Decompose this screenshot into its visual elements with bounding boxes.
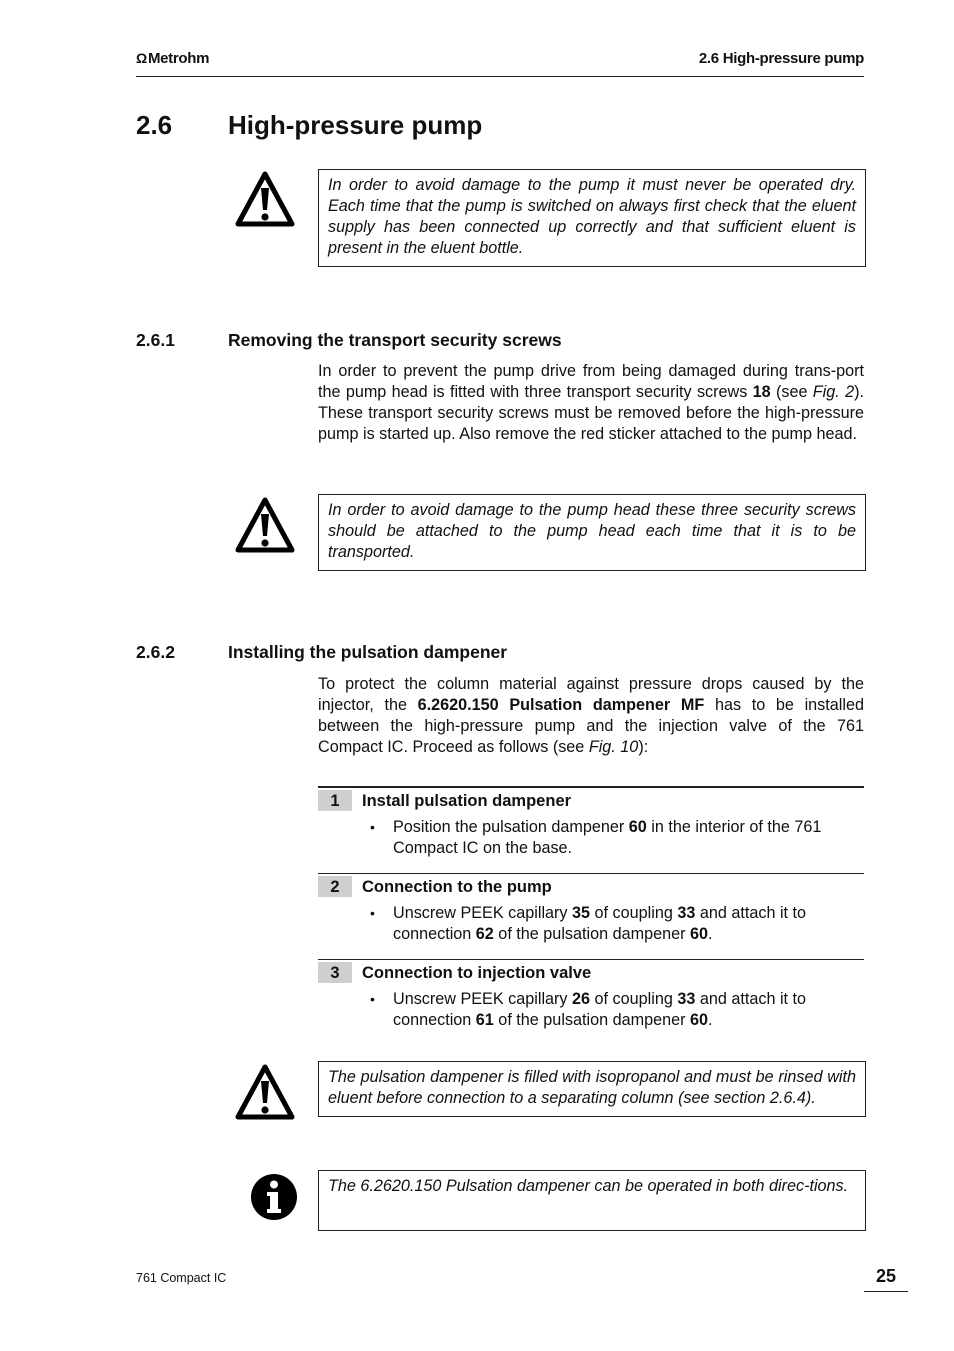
figure-reference: Fig. 2 xyxy=(812,383,855,401)
step-instruction: Unscrew PEEK capillary 35 of coupling 33 and attach it to connection 62 of the pulsation dampener 60. xyxy=(393,904,807,943)
section-number: 2.6 xyxy=(136,110,173,140)
step-divider xyxy=(318,959,864,960)
step-title: Install pulsation dampener xyxy=(362,792,572,810)
step-number: 3 xyxy=(318,962,352,983)
running-header: 2.6 High-pressure pump xyxy=(698,50,864,67)
ref-number: 18 xyxy=(752,383,771,401)
metrohm-logo xyxy=(136,50,209,67)
step-instruction: Unscrew PEEK capillary 26 of coupling 33 and attach it to connection 61 of the pulsation dampener 60. xyxy=(393,990,807,1029)
bullet: • xyxy=(370,905,375,921)
step-title: Connection to the pump xyxy=(362,878,552,896)
step-divider xyxy=(318,873,864,874)
logo-text: Metrohm xyxy=(147,50,210,67)
metrohm-omega-icon: Ω xyxy=(136,50,147,66)
paragraph-transport-screws: In order to prevent the pump drive from being damaged during trans-port the pump head is fitted with three transport security screws 18 (see Fig. 2). These transport security screws must be removed before the high-pressure pump is started up. Also remove the red sticker attached to the pump head. xyxy=(318,362,864,443)
warning-icon xyxy=(234,170,296,228)
warning-note-isopropanol: The pulsation dampener is filled with isopropanol and must be rinsed with eluent before connection to a separating column (see section 2.6.4). xyxy=(318,1061,866,1117)
info-icon xyxy=(250,1173,298,1221)
figure-reference: Fig. 10 xyxy=(588,738,639,756)
step-instruction: Position the pulsation dampener 60 in the interior of the 761 Compact IC on the base. xyxy=(393,818,822,857)
page-number-underline xyxy=(864,1291,908,1292)
step-number: 2 xyxy=(318,876,352,897)
warning-icon xyxy=(234,496,296,554)
header-divider xyxy=(136,76,864,77)
paragraph-pulsation-dampener: To protect the column material against pressure drops caused by the injector, the 6.2620.150 Pulsation dampener MF has to be installed between the high-pressure pump and the injection valve of the 761 Compact IC. Proceed as follows (see Fig. 10): xyxy=(318,675,864,756)
page-number: 25 xyxy=(875,1266,897,1286)
warning-icon xyxy=(234,1063,296,1121)
subsection-title: Removing the transport security screws xyxy=(228,330,562,350)
footer-product: 761 Compact IC xyxy=(136,1271,227,1285)
part-number: 6.2620.150 Pulsation dampener MF xyxy=(417,696,705,714)
warning-note-security-screws: In order to avoid damage to the pump head these three security screws should be attached to the pump head each time that it is to be transported. xyxy=(318,494,866,571)
step-number: 1 xyxy=(318,790,352,811)
subsection-number: 2.6.2 xyxy=(136,642,175,662)
subsection-number: 2.6.1 xyxy=(136,330,175,350)
info-note-directions: The 6.2620.150 Pulsation dampener can be operated in both direc-tions. xyxy=(318,1170,866,1231)
subsection-title: Installing the pulsation dampener xyxy=(228,642,508,662)
section-title: High-pressure pump xyxy=(228,110,483,140)
bullet: • xyxy=(370,991,375,1007)
bullet: • xyxy=(370,819,375,835)
warning-note-dry-run: In order to avoid damage to the pump it must never be operated dry. Each time that the pump is switched on always first check that the eluent supply has been connected up correctly and that sufficient eluent is present in the eluent bottle. xyxy=(318,169,866,267)
step-divider xyxy=(318,786,864,788)
step-title: Connection to injection valve xyxy=(362,964,592,982)
